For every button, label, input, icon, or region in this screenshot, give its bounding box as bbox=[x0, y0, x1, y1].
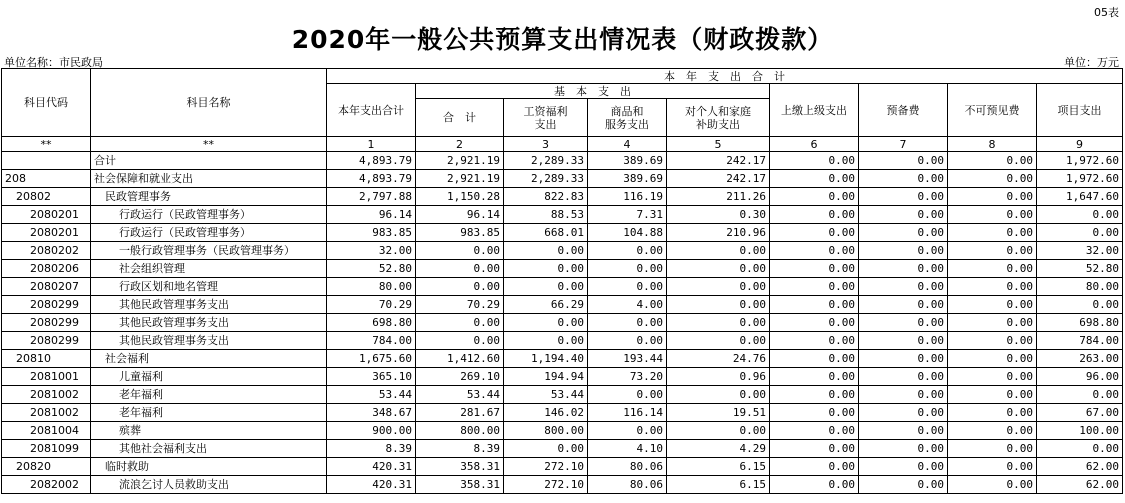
subject-code: 2081099 bbox=[2, 440, 91, 458]
col-index: 8 bbox=[948, 137, 1037, 152]
amount-cell: 194.94 bbox=[504, 368, 588, 386]
table-header bbox=[2, 69, 1123, 152]
amount-cell: 0.00 bbox=[859, 332, 948, 350]
amount-cell: 4,893.79 bbox=[327, 152, 416, 170]
amount-cell: 0.00 bbox=[859, 440, 948, 458]
amount-cell: 0.00 bbox=[948, 458, 1037, 476]
amount-cell: 698.80 bbox=[327, 314, 416, 332]
amount-cell: 0.00 bbox=[859, 368, 948, 386]
amount-cell: 0.00 bbox=[588, 242, 667, 260]
amount-cell: 348.67 bbox=[327, 404, 416, 422]
amount-cell: 0.00 bbox=[1037, 206, 1123, 224]
amount-cell: 0.00 bbox=[859, 314, 948, 332]
header-wage-line1: 工资福利 bbox=[523, 104, 568, 118]
amount-cell: 0.00 bbox=[770, 242, 859, 260]
header-name: 科目名称 bbox=[91, 69, 327, 137]
subject-code: 2080202 bbox=[2, 242, 91, 260]
amount-cell: 193.44 bbox=[588, 350, 667, 368]
subject-code: 208 bbox=[2, 170, 91, 188]
amount-cell: 4,893.79 bbox=[327, 170, 416, 188]
amount-cell: 52.80 bbox=[327, 260, 416, 278]
table-row bbox=[2, 440, 1123, 458]
amount-cell: 784.00 bbox=[327, 332, 416, 350]
amount-cell: 0.00 bbox=[770, 206, 859, 224]
subject-code: 2080206 bbox=[2, 260, 91, 278]
amount-cell: 0.00 bbox=[667, 422, 770, 440]
amount-cell: 358.31 bbox=[416, 458, 504, 476]
amount-cell: 0.00 bbox=[588, 260, 667, 278]
amount-cell: 420.31 bbox=[327, 476, 416, 494]
subject-code: 20802 bbox=[2, 188, 91, 206]
amount-cell: 4.00 bbox=[588, 296, 667, 314]
unit-label: 单位：万元 bbox=[1064, 56, 1119, 69]
subject-name: 其他民政管理事务支出 bbox=[91, 332, 327, 350]
amount-cell: 1,675.60 bbox=[327, 350, 416, 368]
col-index: 4 bbox=[588, 137, 667, 152]
amount-cell: 1,972.60 bbox=[1037, 170, 1123, 188]
table-row bbox=[2, 404, 1123, 422]
amount-cell: 0.00 bbox=[948, 440, 1037, 458]
table-row bbox=[2, 224, 1123, 242]
header-personal-line1: 对个人和家庭 bbox=[685, 104, 751, 118]
table-row bbox=[2, 206, 1123, 224]
amount-cell: 0.00 bbox=[859, 350, 948, 368]
amount-cell: 0.00 bbox=[770, 440, 859, 458]
amount-cell: 52.80 bbox=[1037, 260, 1123, 278]
mark-name: ** bbox=[91, 137, 327, 152]
amount-cell: 0.00 bbox=[1037, 386, 1123, 404]
table-row bbox=[2, 350, 1123, 368]
amount-cell: 116.19 bbox=[588, 188, 667, 206]
amount-cell: 0.00 bbox=[948, 260, 1037, 278]
amount-cell: 210.96 bbox=[667, 224, 770, 242]
amount-cell: 211.26 bbox=[667, 188, 770, 206]
amount-cell: 53.44 bbox=[416, 386, 504, 404]
amount-cell: 0.00 bbox=[416, 260, 504, 278]
header-unforeseen: 不可预见费 bbox=[948, 84, 1037, 137]
subject-name: 临时救助 bbox=[91, 458, 327, 476]
table-body bbox=[2, 152, 1123, 494]
amount-cell: 0.00 bbox=[859, 422, 948, 440]
budget-table bbox=[1, 68, 1123, 494]
col-index: 3 bbox=[504, 137, 588, 152]
amount-cell: 0.00 bbox=[859, 260, 948, 278]
amount-cell: 0.00 bbox=[588, 332, 667, 350]
header-project: 项目支出 bbox=[1037, 84, 1123, 137]
amount-cell: 104.88 bbox=[588, 224, 667, 242]
subject-name: 行政运行（民政管理事务） bbox=[91, 206, 327, 224]
amount-cell: 0.00 bbox=[948, 296, 1037, 314]
amount-cell: 0.00 bbox=[770, 314, 859, 332]
amount-cell: 0.00 bbox=[1037, 296, 1123, 314]
amount-cell: 0.00 bbox=[770, 368, 859, 386]
amount-cell: 0.00 bbox=[948, 188, 1037, 206]
subject-code: 2080299 bbox=[2, 314, 91, 332]
amount-cell: 96.00 bbox=[1037, 368, 1123, 386]
header-wage-line2: 支出 bbox=[534, 117, 557, 131]
amount-cell: 242.17 bbox=[667, 152, 770, 170]
subject-name: 民政管理事务 bbox=[91, 188, 327, 206]
table-row bbox=[2, 458, 1123, 476]
amount-cell: 272.10 bbox=[504, 458, 588, 476]
amount-cell: 800.00 bbox=[504, 422, 588, 440]
amount-cell: 2,921.19 bbox=[416, 152, 504, 170]
amount-cell: 0.00 bbox=[667, 260, 770, 278]
amount-cell: 62.00 bbox=[1037, 476, 1123, 494]
amount-cell: 263.00 bbox=[1037, 350, 1123, 368]
amount-cell: 62.00 bbox=[1037, 458, 1123, 476]
amount-cell: 2,921.19 bbox=[416, 170, 504, 188]
amount-cell: 0.00 bbox=[1037, 440, 1123, 458]
amount-cell: 32.00 bbox=[327, 242, 416, 260]
amount-cell: 784.00 bbox=[1037, 332, 1123, 350]
subject-name: 合计 bbox=[91, 152, 327, 170]
amount-cell: 0.00 bbox=[948, 314, 1037, 332]
amount-cell: 0.00 bbox=[770, 278, 859, 296]
subject-name: 流浪乞讨人员救助支出 bbox=[91, 476, 327, 494]
amount-cell: 19.51 bbox=[667, 404, 770, 422]
subject-name: 其他民政管理事务支出 bbox=[91, 296, 327, 314]
table-row bbox=[2, 260, 1123, 278]
amount-cell: 0.00 bbox=[770, 458, 859, 476]
amount-cell: 0.00 bbox=[948, 368, 1037, 386]
amount-cell: 2,289.33 bbox=[504, 170, 588, 188]
amount-cell: 0.00 bbox=[948, 224, 1037, 242]
amount-cell: 0.00 bbox=[948, 170, 1037, 188]
table-row bbox=[2, 422, 1123, 440]
subject-code: 2081004 bbox=[2, 422, 91, 440]
table-row bbox=[2, 170, 1123, 188]
amount-cell: 0.00 bbox=[588, 386, 667, 404]
amount-cell: 96.14 bbox=[327, 206, 416, 224]
amount-cell: 0.00 bbox=[770, 332, 859, 350]
amount-cell: 0.00 bbox=[667, 296, 770, 314]
amount-cell: 100.00 bbox=[1037, 422, 1123, 440]
table-row bbox=[2, 188, 1123, 206]
amount-cell: 8.39 bbox=[327, 440, 416, 458]
amount-cell: 0.00 bbox=[588, 422, 667, 440]
amount-cell: 0.00 bbox=[504, 314, 588, 332]
subject-code bbox=[2, 152, 91, 170]
amount-cell: 0.00 bbox=[859, 224, 948, 242]
amount-cell: 146.02 bbox=[504, 404, 588, 422]
col-index: 9 bbox=[1037, 137, 1123, 152]
amount-cell: 0.00 bbox=[948, 278, 1037, 296]
amount-cell: 0.00 bbox=[416, 278, 504, 296]
organization-label: 单位名称：市民政局 bbox=[4, 56, 103, 69]
subject-name: 社会组织管理 bbox=[91, 260, 327, 278]
amount-cell: 8.39 bbox=[416, 440, 504, 458]
amount-cell: 389.69 bbox=[588, 170, 667, 188]
table-row bbox=[2, 314, 1123, 332]
col-index: 1 bbox=[327, 137, 416, 152]
amount-cell: 668.01 bbox=[504, 224, 588, 242]
subject-name: 其他社会福利支出 bbox=[91, 440, 327, 458]
amount-cell: 0.00 bbox=[416, 332, 504, 350]
amount-cell: 0.00 bbox=[504, 440, 588, 458]
amount-cell: 800.00 bbox=[416, 422, 504, 440]
subject-name: 一般行政管理事务（民政管理事务） bbox=[91, 242, 327, 260]
subject-code: 2080201 bbox=[2, 206, 91, 224]
header-annual-group: 本 年 支 出 合 计 bbox=[327, 69, 1123, 84]
header-upper: 上缴上级支出 bbox=[770, 84, 859, 137]
amount-cell: 0.00 bbox=[859, 188, 948, 206]
subject-name: 其他民政管理事务支出 bbox=[91, 314, 327, 332]
subject-name: 社会福利 bbox=[91, 350, 327, 368]
amount-cell: 70.29 bbox=[416, 296, 504, 314]
subject-code: 2080299 bbox=[2, 332, 91, 350]
amount-cell: 0.30 bbox=[667, 206, 770, 224]
subject-name: 社会保障和就业支出 bbox=[91, 170, 327, 188]
amount-cell: 1,194.40 bbox=[504, 350, 588, 368]
amount-cell: 0.00 bbox=[859, 386, 948, 404]
amount-cell: 242.17 bbox=[667, 170, 770, 188]
amount-cell: 66.29 bbox=[504, 296, 588, 314]
subject-code: 2080299 bbox=[2, 296, 91, 314]
amount-cell: 2,797.88 bbox=[327, 188, 416, 206]
amount-cell: 0.96 bbox=[667, 368, 770, 386]
amount-cell: 0.00 bbox=[667, 314, 770, 332]
amount-cell: 6.15 bbox=[667, 476, 770, 494]
table-row bbox=[2, 368, 1123, 386]
table-row bbox=[2, 278, 1123, 296]
amount-cell: 0.00 bbox=[770, 386, 859, 404]
subject-code: 2080201 bbox=[2, 224, 91, 242]
subject-name: 行政运行（民政管理事务） bbox=[91, 224, 327, 242]
amount-cell: 420.31 bbox=[327, 458, 416, 476]
subject-code: 2081002 bbox=[2, 404, 91, 422]
amount-cell: 0.00 bbox=[859, 206, 948, 224]
amount-cell: 0.00 bbox=[859, 278, 948, 296]
amount-cell: 0.00 bbox=[948, 242, 1037, 260]
amount-cell: 80.06 bbox=[588, 476, 667, 494]
amount-cell: 24.76 bbox=[667, 350, 770, 368]
amount-cell: 53.44 bbox=[327, 386, 416, 404]
amount-cell: 281.67 bbox=[416, 404, 504, 422]
amount-cell: 0.00 bbox=[504, 278, 588, 296]
amount-cell: 0.00 bbox=[416, 314, 504, 332]
amount-cell: 0.00 bbox=[770, 404, 859, 422]
amount-cell: 0.00 bbox=[948, 152, 1037, 170]
col-index: 6 bbox=[770, 137, 859, 152]
subject-code: 20810 bbox=[2, 350, 91, 368]
col-index: 2 bbox=[416, 137, 504, 152]
amount-cell: 0.00 bbox=[667, 332, 770, 350]
amount-cell: 822.83 bbox=[504, 188, 588, 206]
amount-cell: 116.14 bbox=[588, 404, 667, 422]
amount-cell: 0.00 bbox=[770, 152, 859, 170]
amount-cell: 1,972.60 bbox=[1037, 152, 1123, 170]
amount-cell: 2,289.33 bbox=[504, 152, 588, 170]
amount-cell: 0.00 bbox=[859, 458, 948, 476]
amount-cell: 88.53 bbox=[504, 206, 588, 224]
amount-cell: 70.29 bbox=[327, 296, 416, 314]
header-reserve: 预备费 bbox=[859, 84, 948, 137]
amount-cell: 983.85 bbox=[327, 224, 416, 242]
amount-cell: 0.00 bbox=[859, 152, 948, 170]
subject-code: 2081001 bbox=[2, 368, 91, 386]
amount-cell: 53.44 bbox=[504, 386, 588, 404]
mark-code: ** bbox=[2, 137, 91, 152]
amount-cell: 7.31 bbox=[588, 206, 667, 224]
amount-cell: 0.00 bbox=[770, 476, 859, 494]
amount-cell: 1,150.28 bbox=[416, 188, 504, 206]
col-index: 7 bbox=[859, 137, 948, 152]
amount-cell: 67.00 bbox=[1037, 404, 1123, 422]
amount-cell: 0.00 bbox=[770, 188, 859, 206]
amount-cell: 4.29 bbox=[667, 440, 770, 458]
amount-cell: 1,647.60 bbox=[1037, 188, 1123, 206]
subject-code: 2081002 bbox=[2, 386, 91, 404]
subject-name: 儿童福利 bbox=[91, 368, 327, 386]
amount-cell: 32.00 bbox=[1037, 242, 1123, 260]
amount-cell: 900.00 bbox=[327, 422, 416, 440]
amount-cell: 0.00 bbox=[770, 260, 859, 278]
amount-cell: 698.80 bbox=[1037, 314, 1123, 332]
subject-name: 老年福利 bbox=[91, 404, 327, 422]
subject-code: 20820 bbox=[2, 458, 91, 476]
subject-name: 行政区划和地名管理 bbox=[91, 278, 327, 296]
amount-cell: 73.20 bbox=[588, 368, 667, 386]
amount-cell: 0.00 bbox=[859, 296, 948, 314]
header-annual-total: 本年支出合计 bbox=[327, 84, 416, 137]
amount-cell: 0.00 bbox=[667, 386, 770, 404]
amount-cell: 0.00 bbox=[948, 386, 1037, 404]
amount-cell: 0.00 bbox=[504, 332, 588, 350]
table-number: 05表 bbox=[1094, 6, 1119, 19]
amount-cell: 269.10 bbox=[416, 368, 504, 386]
amount-cell: 6.15 bbox=[667, 458, 770, 476]
col-index: 5 bbox=[667, 137, 770, 152]
amount-cell: 0.00 bbox=[1037, 224, 1123, 242]
header-goods-line2: 服务支出 bbox=[605, 117, 649, 131]
amount-cell: 0.00 bbox=[504, 242, 588, 260]
amount-cell: 389.69 bbox=[588, 152, 667, 170]
amount-cell: 0.00 bbox=[948, 332, 1037, 350]
header-basic: 基 本 支 出 bbox=[416, 84, 770, 99]
header-personal bbox=[667, 99, 770, 137]
amount-cell: 0.00 bbox=[770, 350, 859, 368]
amount-cell: 0.00 bbox=[859, 242, 948, 260]
amount-cell: 983.85 bbox=[416, 224, 504, 242]
table-row bbox=[2, 296, 1123, 314]
amount-cell: 0.00 bbox=[770, 296, 859, 314]
amount-cell: 0.00 bbox=[504, 260, 588, 278]
page-title: 2020年一般公共预算支出情况表（财政拨款） bbox=[291, 25, 834, 54]
amount-cell: 4.10 bbox=[588, 440, 667, 458]
amount-cell: 0.00 bbox=[948, 422, 1037, 440]
amount-cell: 0.00 bbox=[588, 314, 667, 332]
amount-cell: 0.00 bbox=[948, 476, 1037, 494]
amount-cell: 0.00 bbox=[770, 422, 859, 440]
amount-cell: 0.00 bbox=[667, 242, 770, 260]
amount-cell: 0.00 bbox=[948, 350, 1037, 368]
header-goods bbox=[588, 99, 667, 137]
amount-cell: 0.00 bbox=[948, 206, 1037, 224]
amount-cell: 80.00 bbox=[327, 278, 416, 296]
amount-cell: 0.00 bbox=[859, 476, 948, 494]
amount-cell: 80.06 bbox=[588, 458, 667, 476]
subject-code: 2080207 bbox=[2, 278, 91, 296]
amount-cell: 0.00 bbox=[770, 170, 859, 188]
header-wage bbox=[504, 99, 588, 137]
table-row bbox=[2, 242, 1123, 260]
table-row bbox=[2, 152, 1123, 170]
amount-cell: 0.00 bbox=[770, 224, 859, 242]
subject-name: 老年福利 bbox=[91, 386, 327, 404]
amount-cell: 0.00 bbox=[859, 404, 948, 422]
amount-cell: 358.31 bbox=[416, 476, 504, 494]
amount-cell: 1,412.60 bbox=[416, 350, 504, 368]
table-row bbox=[2, 386, 1123, 404]
table-row bbox=[2, 332, 1123, 350]
amount-cell: 0.00 bbox=[416, 242, 504, 260]
amount-cell: 0.00 bbox=[948, 404, 1037, 422]
header-code: 科目代码 bbox=[2, 69, 91, 137]
subject-name: 殡葬 bbox=[91, 422, 327, 440]
amount-cell: 0.00 bbox=[859, 170, 948, 188]
subject-code: 2082002 bbox=[2, 476, 91, 494]
amount-cell: 272.10 bbox=[504, 476, 588, 494]
table-row bbox=[2, 476, 1123, 494]
amount-cell: 0.00 bbox=[588, 278, 667, 296]
amount-cell: 96.14 bbox=[416, 206, 504, 224]
header-subtotal: 合 计 bbox=[416, 99, 504, 137]
amount-cell: 365.10 bbox=[327, 368, 416, 386]
amount-cell: 0.00 bbox=[667, 278, 770, 296]
amount-cell: 80.00 bbox=[1037, 278, 1123, 296]
header-goods-line1: 商品和 bbox=[610, 104, 644, 118]
header-personal-line2: 补助支出 bbox=[696, 117, 740, 131]
